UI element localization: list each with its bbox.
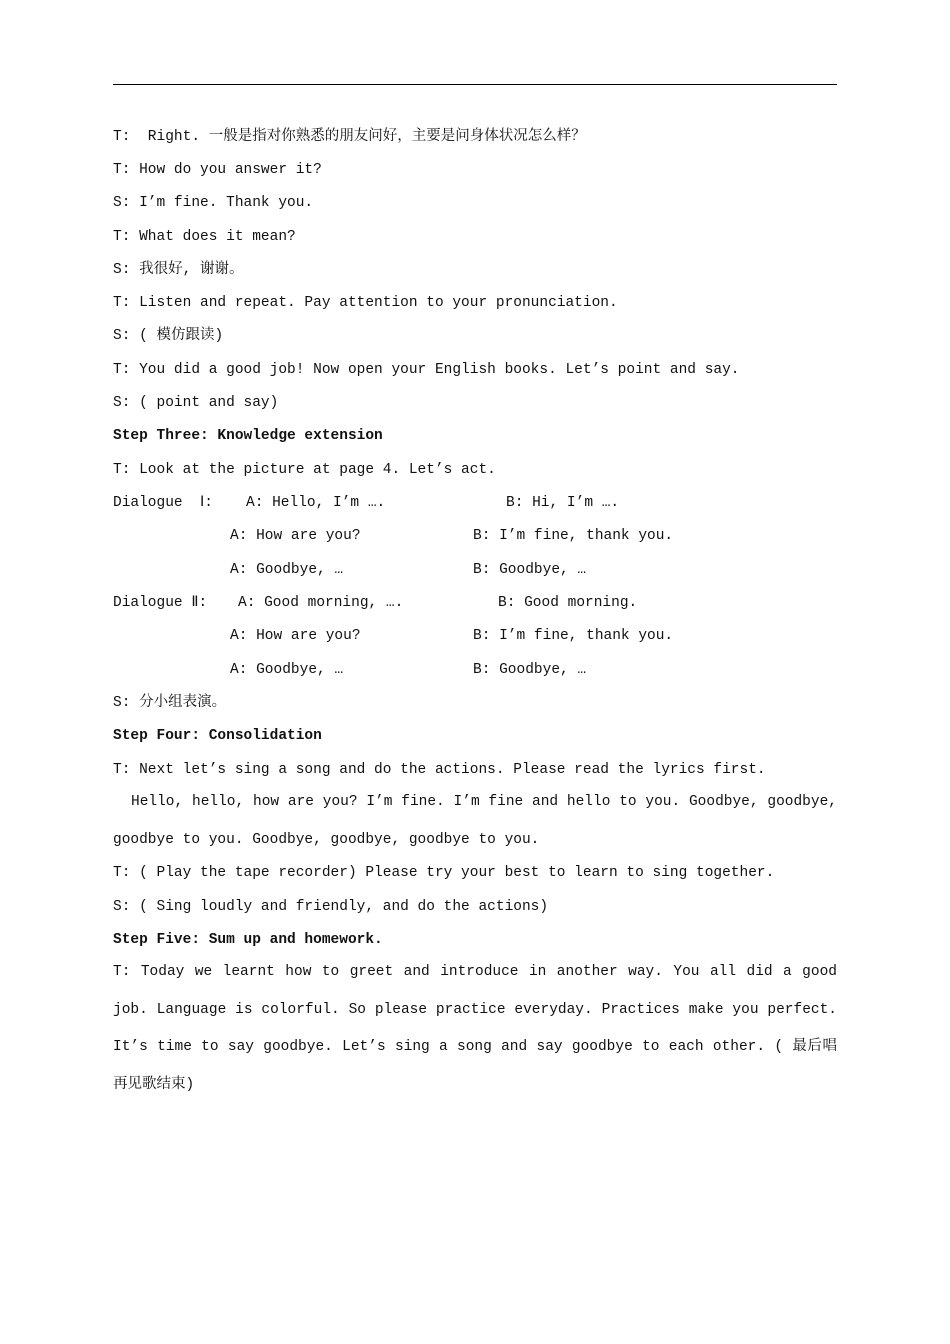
student-line-repeat: S: ( 模仿跟读)	[113, 328, 224, 344]
student-line-point: S: ( point and say)	[113, 395, 279, 411]
teacher-line-good-job: T: You did a good job! Now open your English books. Let’s point and say.	[113, 362, 740, 378]
dialogue-two-a1: A: Good morning, ….	[238, 595, 404, 611]
dialogue-one-b3: B: Goodbye, …	[473, 562, 587, 578]
dialogue-one-b2: B: I’m fine, thank you.	[473, 528, 674, 544]
dialogue-two-b2: B: I’m fine, thank you.	[473, 628, 674, 644]
teacher-line-listen: T: Listen and repeat. Pay attention to your pronunciation.	[113, 295, 618, 311]
step-five-heading: Step Five: Sum up and homework.	[113, 932, 383, 948]
dialogue-two-label: Dialogue Ⅱ:	[113, 595, 208, 611]
dialogue-one-a2: A: How are you?	[230, 528, 361, 544]
teacher-line-tape: T: ( Play the tape recorder) Please try your best to learn to sing together.	[113, 865, 775, 881]
student-line-fine: S: I’m fine. Thank you.	[113, 195, 314, 211]
step-three-heading: Step Three: Knowledge extension	[113, 428, 383, 444]
dialogue-two-a3: A: Goodbye, …	[230, 662, 344, 678]
teacher-line-sing: T: Next let’s sing a song and do the actions. Please read the lyrics first.	[113, 762, 766, 778]
teacher-line-right: T: Right. 一般是指对你熟悉的朋友问好，主要是问身体状况怎么样？	[113, 129, 586, 145]
dialogue-one-b1: B: Hi, I’m ….	[506, 495, 620, 511]
dialogue-one-a1: A: Hello, I’m ….	[246, 495, 386, 511]
dialogue-one-a3: A: Goodbye, …	[230, 562, 344, 578]
student-line-actions: S: ( Sing loudly and friendly, and do the actions)	[113, 899, 549, 915]
step-four-heading: Step Four: Consolidation	[113, 728, 322, 744]
song-lyrics: Hello, hello, how are you? I’m fine. I’m fine and hello to you. Goodbye, goodbye, goodbye to you. Goodbye, goodbye, goodbye to you.	[113, 794, 837, 848]
dialogue-two-b1: B: Good morning.	[498, 595, 638, 611]
header-rule	[113, 84, 837, 85]
teacher-line-picture: T: Look at the picture at page 4. Let’s act.	[113, 462, 496, 478]
teacher-line-mean: T: What does it mean?	[113, 229, 296, 245]
dialogue-two-a2: A: How are you?	[230, 628, 361, 644]
student-line-chinese: S: 我很好, 谢谢。	[113, 262, 244, 278]
dialogue-one-label: Dialogue Ⅰ:	[113, 495, 213, 511]
dialogue-two-b3: B: Goodbye, …	[473, 662, 587, 678]
teacher-line-answer: T: How do you answer it?	[113, 162, 322, 178]
summary-paragraph: T: Today we learnt how to greet and introduce in another way. You all did a good job. Language is colorful. So please practice everyday. Practices make you perfect. It’s time to say goodbye. Let’s sing a song and say goodbye to each other. ( 最后唱再见歌结束)	[113, 964, 837, 1093]
student-line-group: S: 分小组表演。	[113, 695, 227, 711]
